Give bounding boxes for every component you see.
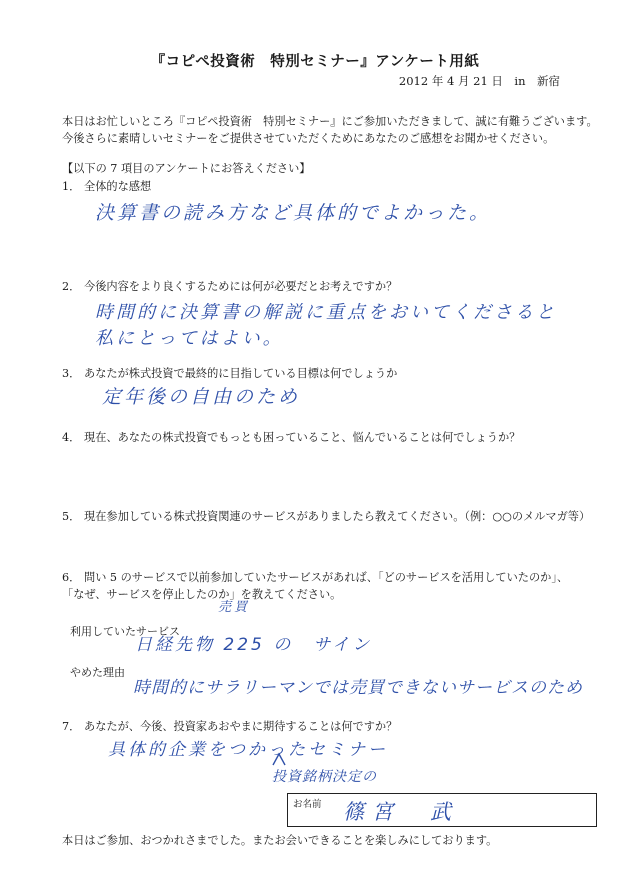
question-1 [62,178,151,194]
question-7-text: あなたが、今後、投資家あおやまに期待することは何ですか？ [84,720,398,733]
question-2-number: 2． [62,280,81,293]
q6-used-label: 利用していたサービス [70,625,180,638]
question-2-text: 今後内容をより良くするためには何が必要だとお考えですか？ [84,280,398,293]
answer-6-stopped: 時間的にサラリーマンでは売買できないサービスのため [133,678,583,698]
intro-line-2: 今後さらに素晴しいセミナーをご提供させていただくためにあなたのご感想をお聞かせください。 [62,132,555,145]
question-4 [62,429,520,445]
intro-line-1: 本日はお忙しいところ『コピペ投資術 特別セミナー』にご参加いただきまして、誠に有難うございます。 [62,115,598,128]
question-6-text-2: 「なぜ、サービスを停止したのか」を教えてください。 [62,588,342,601]
name-box [287,793,597,827]
answer-1-line-1: 決算書の読み方など具体的でよかった。 [95,202,492,224]
question-7 [62,718,397,734]
answer-2-line-2: 私にとってはよい。 [95,328,284,349]
instruction: 【以下の 7 項目のアンケートにお答えください】 [62,162,311,175]
question-4-number: 4． [62,431,81,444]
footer-message: 本日はご参加、おつかれさまでした。またお会いできることを楽しみにしております。 [62,834,498,847]
question-7-number: 7． [62,720,81,733]
question-3-number: 3． [62,367,81,380]
name-value: 篠宮 武 [343,800,459,824]
question-3-text: あなたが株式投資で最終的に目指している目標は何でしょうか [84,367,398,380]
insertion-caret-icon [272,752,286,766]
answer-7-insert: 投資銘柄決定の [272,769,377,785]
question-4-text: 現在、あなたの株式投資でもっとも困っていること、悩んでいることは何でしょうか？ [84,431,521,444]
name-label: お名前 [293,799,322,810]
question-5-text: 現在参加している株式投資関連のサービスがありましたら教えてください。（例：○○のメルマガ等） [84,510,591,523]
question-3 [62,365,397,381]
question-5-number: 5． [62,510,81,523]
question-5 [62,508,590,524]
answer-7-line-1: 具体的企業をつかったセミナー [108,740,388,760]
answer-3-line-1: 定年後の自由のため [102,386,301,408]
question-6-text: 問い 5 のサービスで以前参加していたサービスがあれば、「どのサービスを活用していたのか」、 [84,571,569,584]
answer-6-used: 日経先物 225 の サイン [135,635,373,655]
answer-2-line-1: 時間的に決算書の解説に重点をおいてくださると [95,302,557,323]
q6-stopped-label: やめた理由 [70,666,125,679]
question-1-text: 全体的な感想 [84,180,152,193]
form-date: 2012 年 4 月 21 日 in 新宿 [398,74,560,88]
answer-6-used-insert: 売買 [218,600,251,615]
question-6 [62,569,568,585]
question-2 [62,278,397,294]
question-6-number: 6． [62,571,81,584]
form-title: 『コピペ投資術 特別セミナー』アンケート用紙 [150,53,480,70]
question-1-number: 1． [62,180,81,193]
